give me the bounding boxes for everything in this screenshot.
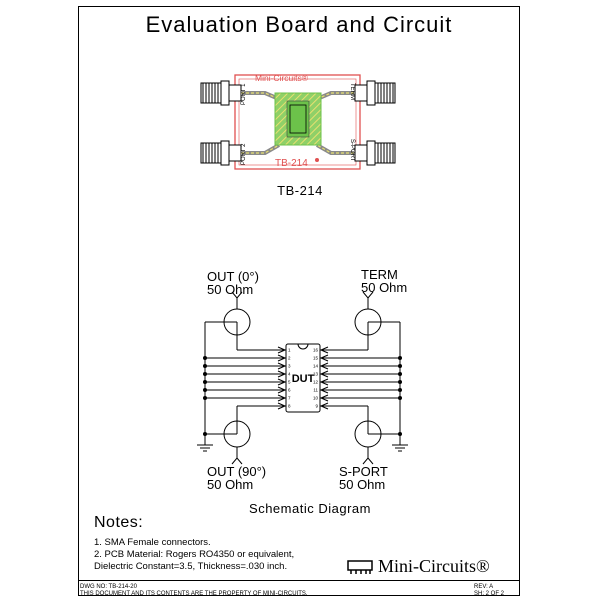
connector-out90: [224, 406, 250, 464]
pin-number: 13: [312, 371, 318, 377]
property-notice: THIS DOCUMENT AND ITS CONTENTS ARE THE PROPERTY OF MINI-CIRCUITS.: [80, 590, 308, 597]
port-out0-imp: 50 Ohm: [207, 282, 254, 297]
connector-out0: [224, 292, 250, 350]
board-caption: TB-214: [277, 183, 323, 198]
revision: REV: A: [474, 584, 494, 590]
notes-heading: Notes:: [94, 514, 144, 531]
footer-left: [80, 584, 308, 597]
pin-number: 4: [288, 371, 291, 377]
note-item: Dielectric Constant=3.5, Thickness=.030 inch.: [94, 561, 288, 572]
schematic-caption: Schematic Diagram: [249, 501, 371, 516]
pin-number: 8: [288, 403, 291, 409]
pin-number: 16: [312, 347, 318, 353]
port-label-sport: [339, 465, 388, 491]
pin-number: 10: [312, 395, 318, 401]
pin-number: 1: [288, 347, 291, 353]
pin-number: 5: [288, 379, 291, 385]
brand-name: Mini-Circuits®: [378, 556, 490, 576]
silk-port1: PORT 1: [241, 83, 247, 105]
port-term-imp: 50 Ohm: [361, 280, 408, 295]
port-out90-name: OUT (90°): [207, 464, 267, 479]
pin-number: 9: [315, 403, 318, 409]
drawing-number: DWG NO: TB-214-20: [80, 584, 137, 590]
port-out90-imp: 50 Ohm: [207, 477, 254, 492]
silk-port2: PORT 2: [241, 143, 247, 165]
silk-term: TERM: [349, 83, 355, 100]
footer-divider: [78, 580, 520, 581]
pin-number: 7: [288, 395, 291, 401]
pin-number: 15: [312, 355, 318, 361]
connector-term: [355, 292, 381, 350]
silk-part: TB-214: [275, 158, 308, 169]
note-item: 1. SMA Female connectors.: [94, 537, 211, 548]
evaluation-board-drawing: [195, 65, 410, 180]
pin-number: 6: [288, 387, 291, 393]
port-term-name: TERM: [361, 267, 398, 282]
sma-connector-sport: [355, 141, 395, 165]
port-sport-imp: 50 Ohm: [339, 477, 386, 492]
logo-chip-icon: [346, 559, 374, 575]
pin-number: 14: [312, 363, 318, 369]
dut-label: DUT: [291, 373, 315, 385]
notes-list: [94, 537, 294, 573]
pin-number: 2: [288, 355, 291, 361]
sma-connector-term: [355, 81, 395, 105]
silk-sport: S-PORT: [349, 139, 355, 162]
pin-number: 11: [313, 387, 318, 393]
sma-connector-port2: [201, 141, 241, 165]
note-item: 2. PCB Material: Rogers RO4350 or equivalent,: [94, 549, 295, 560]
sma-connector-port1: [201, 81, 241, 105]
port-label-term: [361, 268, 407, 294]
port-label-out90: [207, 465, 266, 491]
port-sport-name: S-PORT: [339, 464, 388, 479]
port-label-out0: [207, 270, 259, 296]
sheet-number: SH: 2 OF 2: [474, 590, 505, 597]
pin-number: 3: [288, 363, 291, 369]
connector-sport: [355, 406, 381, 464]
footer-right: [474, 584, 504, 597]
mini-circuits-logo: [346, 556, 490, 577]
port-out0-name: OUT (0°): [207, 269, 259, 284]
silk-brand: Mini-Circuits®: [255, 73, 309, 83]
page-title: Evaluation Board and Circuit: [145, 12, 453, 37]
pin-number: 12: [312, 379, 318, 385]
